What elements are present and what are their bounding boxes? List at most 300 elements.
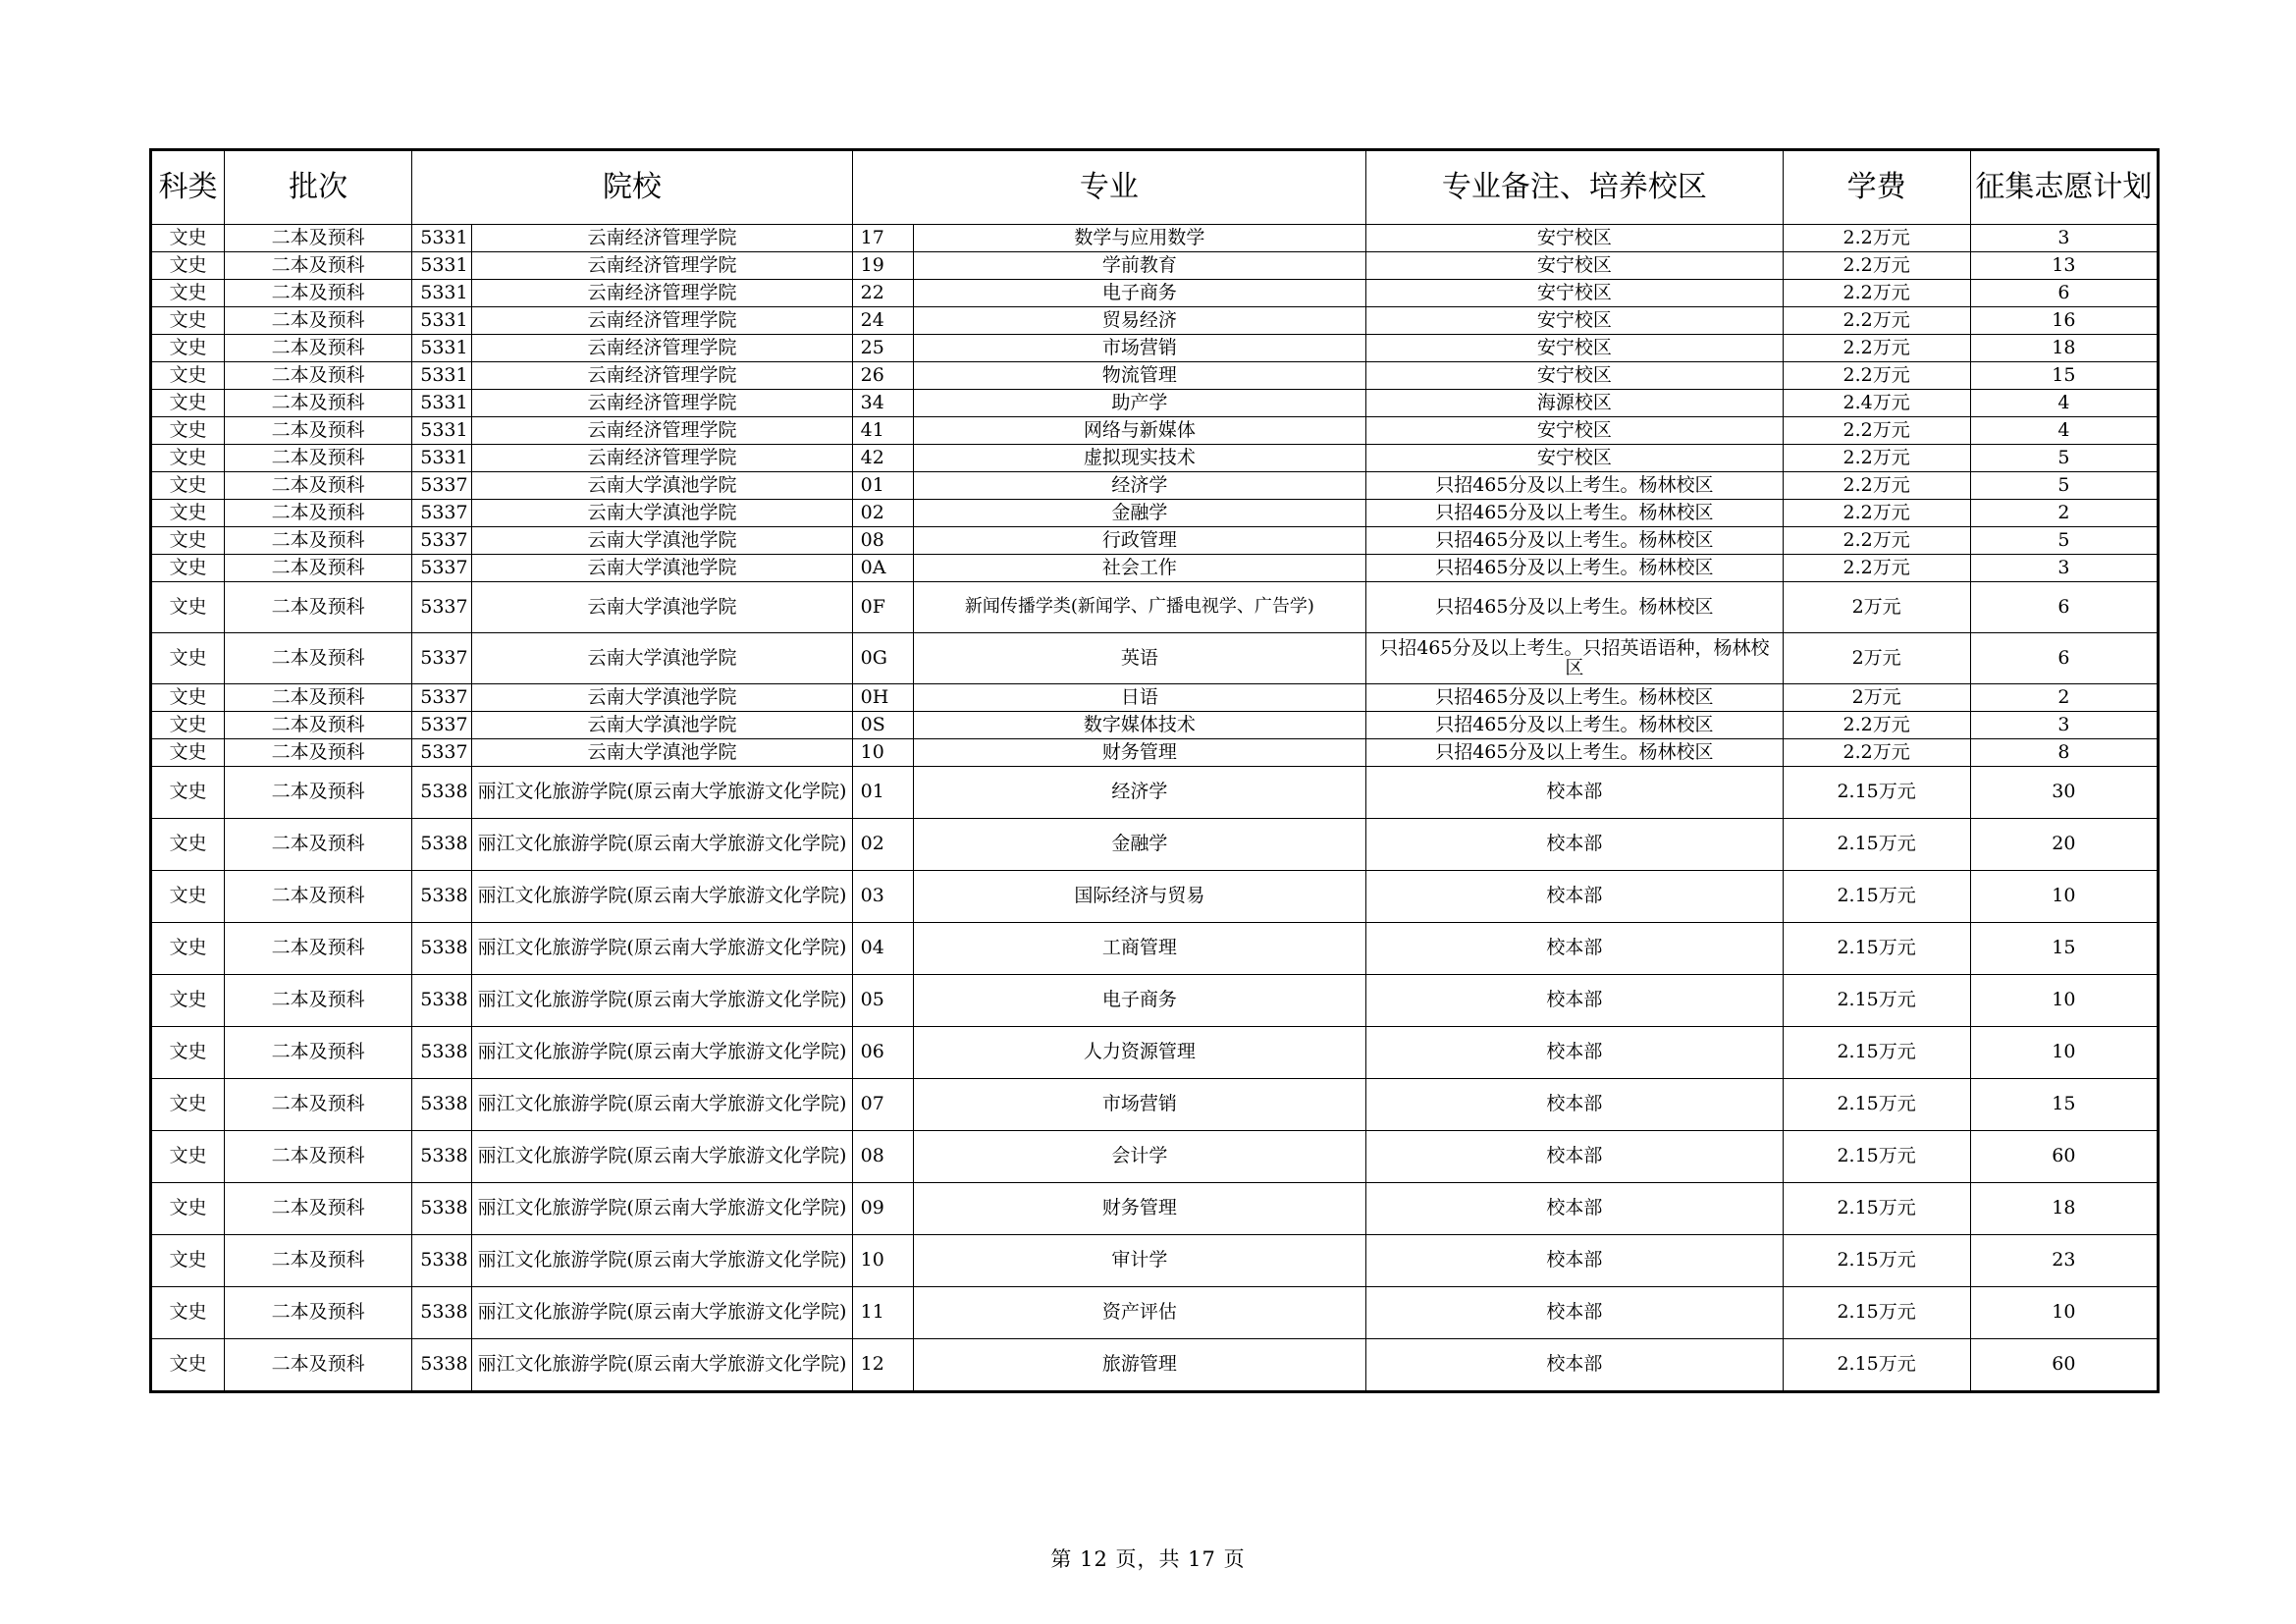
major-code-cell: 0G [852, 633, 913, 684]
tuition-cell: 2.15万元 [1783, 975, 1970, 1027]
school-code-cell: 5337 [412, 582, 472, 633]
major-notes-cell: 安宁校区 [1366, 280, 1783, 307]
major-name-cell: 市场营销 [913, 1079, 1365, 1131]
table-row [151, 923, 2159, 975]
category-cell: 文史 [151, 307, 225, 335]
table-row [151, 307, 2159, 335]
table-header-row [151, 150, 2159, 225]
major-notes-cell: 安宁校区 [1366, 225, 1783, 252]
school-code-cell: 5338 [412, 819, 472, 871]
major-name-cell: 人力资源管理 [913, 1027, 1365, 1079]
major-code-cell: 08 [852, 1131, 913, 1183]
plan-count-cell: 60 [1970, 1131, 2158, 1183]
school-code-cell: 5331 [412, 252, 472, 280]
school-name-cell: 云南大学滇池学院 [472, 555, 852, 582]
major-notes-cell: 安宁校区 [1366, 335, 1783, 362]
category-cell: 文史 [151, 390, 225, 417]
major-notes-cell: 只招465分及以上考生。杨林校区 [1366, 555, 1783, 582]
plan-count-cell: 4 [1970, 417, 2158, 445]
major-notes-cell: 校本部 [1366, 1131, 1783, 1183]
table-row [151, 362, 2159, 390]
tuition-cell: 2.2万元 [1783, 362, 1970, 390]
plan-count-cell: 3 [1970, 712, 2158, 739]
major-name-cell: 国际经济与贸易 [913, 871, 1365, 923]
admission-plan-table [149, 148, 2160, 1393]
major-name-cell: 金融学 [913, 819, 1365, 871]
major-notes-cell: 校本部 [1366, 767, 1783, 819]
table-row [151, 712, 2159, 739]
school-name-cell: 云南大学滇池学院 [472, 712, 852, 739]
school-name-cell: 丽江文化旅游学院(原云南大学旅游文化学院) [472, 1339, 852, 1392]
batch-cell: 二本及预科 [225, 362, 412, 390]
major-name-cell: 学前教育 [913, 252, 1365, 280]
table-row [151, 1027, 2159, 1079]
header-major: 专业 [852, 150, 1365, 225]
table-row [151, 767, 2159, 819]
tuition-cell: 2.2万元 [1783, 500, 1970, 527]
plan-count-cell: 5 [1970, 472, 2158, 500]
plan-count-cell: 5 [1970, 445, 2158, 472]
major-code-cell: 02 [852, 819, 913, 871]
plan-count-cell: 20 [1970, 819, 2158, 871]
tuition-cell: 2.2万元 [1783, 225, 1970, 252]
school-name-cell: 云南经济管理学院 [472, 417, 852, 445]
major-notes-cell: 安宁校区 [1366, 362, 1783, 390]
batch-cell: 二本及预科 [225, 390, 412, 417]
tuition-cell: 2.15万元 [1783, 923, 1970, 975]
school-code-cell: 5338 [412, 1131, 472, 1183]
category-cell: 文史 [151, 767, 225, 819]
plan-count-cell: 6 [1970, 582, 2158, 633]
category-cell: 文史 [151, 1027, 225, 1079]
plan-count-cell: 10 [1970, 1027, 2158, 1079]
table-row [151, 527, 2159, 555]
plan-count-cell: 3 [1970, 225, 2158, 252]
school-name-cell: 丽江文化旅游学院(原云南大学旅游文化学院) [472, 1131, 852, 1183]
major-name-cell: 财务管理 [913, 739, 1365, 767]
major-notes-cell: 校本部 [1366, 975, 1783, 1027]
plan-count-cell: 10 [1970, 975, 2158, 1027]
major-name-cell: 电子商务 [913, 280, 1365, 307]
batch-cell: 二本及预科 [225, 871, 412, 923]
major-notes-cell: 只招465分及以上考生。只招英语语种，杨林校区 [1366, 633, 1783, 684]
school-code-cell: 5338 [412, 975, 472, 1027]
major-name-cell: 物流管理 [913, 362, 1365, 390]
tuition-cell: 2.2万元 [1783, 417, 1970, 445]
category-cell: 文史 [151, 633, 225, 684]
plan-count-cell: 60 [1970, 1339, 2158, 1392]
table-row [151, 335, 2159, 362]
category-cell: 文史 [151, 923, 225, 975]
major-name-cell: 贸易经济 [913, 307, 1365, 335]
batch-cell: 二本及预科 [225, 819, 412, 871]
school-name-cell: 丽江文化旅游学院(原云南大学旅游文化学院) [472, 975, 852, 1027]
tuition-cell: 2.2万元 [1783, 445, 1970, 472]
category-cell: 文史 [151, 712, 225, 739]
batch-cell: 二本及预科 [225, 975, 412, 1027]
tuition-cell: 2万元 [1783, 633, 1970, 684]
tuition-cell: 2.15万元 [1783, 1235, 1970, 1287]
tuition-cell: 2.15万元 [1783, 1079, 1970, 1131]
category-cell: 文史 [151, 225, 225, 252]
category-cell: 文史 [151, 555, 225, 582]
batch-cell: 二本及预科 [225, 527, 412, 555]
school-name-cell: 云南经济管理学院 [472, 225, 852, 252]
major-name-cell: 市场营销 [913, 335, 1365, 362]
school-name-cell: 丽江文化旅游学院(原云南大学旅游文化学院) [472, 1079, 852, 1131]
major-notes-cell: 只招465分及以上考生。杨林校区 [1366, 712, 1783, 739]
school-code-cell: 5338 [412, 1235, 472, 1287]
table-row [151, 472, 2159, 500]
plan-count-cell: 13 [1970, 252, 2158, 280]
major-notes-cell: 只招465分及以上考生。杨林校区 [1366, 472, 1783, 500]
school-name-cell: 云南大学滇池学院 [472, 582, 852, 633]
major-name-cell: 行政管理 [913, 527, 1365, 555]
table-row [151, 555, 2159, 582]
school-name-cell: 丽江文化旅游学院(原云南大学旅游文化学院) [472, 871, 852, 923]
major-name-cell: 数字媒体技术 [913, 712, 1365, 739]
category-cell: 文史 [151, 527, 225, 555]
category-cell: 文史 [151, 417, 225, 445]
major-name-cell: 旅游管理 [913, 1339, 1365, 1392]
school-code-cell: 5331 [412, 335, 472, 362]
table-row [151, 225, 2159, 252]
school-code-cell: 5337 [412, 500, 472, 527]
school-code-cell: 5331 [412, 307, 472, 335]
category-cell: 文史 [151, 280, 225, 307]
table-row [151, 445, 2159, 472]
school-name-cell: 云南经济管理学院 [472, 445, 852, 472]
major-code-cell: 22 [852, 280, 913, 307]
table-row [151, 819, 2159, 871]
major-notes-cell: 校本部 [1366, 1079, 1783, 1131]
category-cell: 文史 [151, 684, 225, 712]
major-name-cell: 资产评估 [913, 1287, 1365, 1339]
table-row [151, 417, 2159, 445]
batch-cell: 二本及预科 [225, 633, 412, 684]
school-code-cell: 5331 [412, 280, 472, 307]
school-name-cell: 云南大学滇池学院 [472, 527, 852, 555]
plan-count-cell: 5 [1970, 527, 2158, 555]
major-code-cell: 01 [852, 472, 913, 500]
school-code-cell: 5337 [412, 633, 472, 684]
major-name-cell: 网络与新媒体 [913, 417, 1365, 445]
category-cell: 文史 [151, 1339, 225, 1392]
header-school: 院校 [412, 150, 852, 225]
plan-count-cell: 15 [1970, 362, 2158, 390]
school-name-cell: 云南大学滇池学院 [472, 500, 852, 527]
school-code-cell: 5331 [412, 445, 472, 472]
major-notes-cell: 海源校区 [1366, 390, 1783, 417]
major-code-cell: 41 [852, 417, 913, 445]
major-notes-cell: 校本部 [1366, 923, 1783, 975]
category-cell: 文史 [151, 362, 225, 390]
major-code-cell: 0S [852, 712, 913, 739]
page-footer: 第 12 页，共 17 页 [1050, 1547, 1246, 1571]
plan-count-cell: 6 [1970, 633, 2158, 684]
tuition-cell: 2.2万元 [1783, 280, 1970, 307]
category-cell: 文史 [151, 1287, 225, 1339]
category-cell: 文史 [151, 472, 225, 500]
batch-cell: 二本及预科 [225, 1027, 412, 1079]
school-name-cell: 云南大学滇池学院 [472, 739, 852, 767]
tuition-cell: 2.15万元 [1783, 871, 1970, 923]
plan-count-cell: 2 [1970, 500, 2158, 527]
school-name-cell: 云南经济管理学院 [472, 280, 852, 307]
plan-count-cell: 18 [1970, 1183, 2158, 1235]
major-code-cell: 42 [852, 445, 913, 472]
major-code-cell: 26 [852, 362, 913, 390]
table-row [151, 871, 2159, 923]
school-name-cell: 云南大学滇池学院 [472, 633, 852, 684]
category-cell: 文史 [151, 1079, 225, 1131]
school-name-cell: 云南经济管理学院 [472, 390, 852, 417]
table-row [151, 1287, 2159, 1339]
table-row [151, 1131, 2159, 1183]
major-name-cell: 经济学 [913, 472, 1365, 500]
school-code-cell: 5338 [412, 923, 472, 975]
category-cell: 文史 [151, 1183, 225, 1235]
table-row [151, 252, 2159, 280]
major-name-cell: 金融学 [913, 500, 1365, 527]
batch-cell: 二本及预科 [225, 225, 412, 252]
tuition-cell: 2.15万元 [1783, 1027, 1970, 1079]
school-name-cell: 云南经济管理学院 [472, 362, 852, 390]
school-code-cell: 5338 [412, 1339, 472, 1392]
major-notes-cell: 只招465分及以上考生。杨林校区 [1366, 500, 1783, 527]
major-name-cell: 审计学 [913, 1235, 1365, 1287]
category-cell: 文史 [151, 819, 225, 871]
major-name-cell: 数学与应用数学 [913, 225, 1365, 252]
major-notes-cell: 校本部 [1366, 1183, 1783, 1235]
school-code-cell: 5337 [412, 739, 472, 767]
major-code-cell: 06 [852, 1027, 913, 1079]
school-code-cell: 5338 [412, 1079, 472, 1131]
major-code-cell: 17 [852, 225, 913, 252]
school-code-cell: 5337 [412, 555, 472, 582]
tuition-cell: 2.15万元 [1783, 819, 1970, 871]
school-name-cell: 丽江文化旅游学院(原云南大学旅游文化学院) [472, 1027, 852, 1079]
school-name-cell: 丽江文化旅游学院(原云南大学旅游文化学院) [472, 767, 852, 819]
major-name-cell: 会计学 [913, 1131, 1365, 1183]
major-notes-cell: 安宁校区 [1366, 307, 1783, 335]
batch-cell: 二本及预科 [225, 1131, 412, 1183]
batch-cell: 二本及预科 [225, 582, 412, 633]
batch-cell: 二本及预科 [225, 684, 412, 712]
plan-count-cell: 18 [1970, 335, 2158, 362]
table-row [151, 975, 2159, 1027]
tuition-cell: 2.2万元 [1783, 472, 1970, 500]
table-row [151, 1235, 2159, 1287]
batch-cell: 二本及预科 [225, 1287, 412, 1339]
major-notes-cell: 只招465分及以上考生。杨林校区 [1366, 684, 1783, 712]
category-cell: 文史 [151, 335, 225, 362]
major-notes-cell: 校本部 [1366, 1027, 1783, 1079]
major-notes-cell: 校本部 [1366, 1287, 1783, 1339]
table-row [151, 633, 2159, 684]
school-code-cell: 5338 [412, 1183, 472, 1235]
school-name-cell: 云南大学滇池学院 [472, 472, 852, 500]
header-batch: 批次 [225, 150, 412, 225]
header-plan: 征集志愿计划 [1970, 150, 2158, 225]
plan-count-cell: 30 [1970, 767, 2158, 819]
major-notes-cell: 校本部 [1366, 1235, 1783, 1287]
major-name-cell: 经济学 [913, 767, 1365, 819]
major-name-cell: 虚拟现实技术 [913, 445, 1365, 472]
table-row [151, 390, 2159, 417]
table-row [151, 582, 2159, 633]
major-notes-cell: 只招465分及以上考生。杨林校区 [1366, 527, 1783, 555]
major-notes-cell: 只招465分及以上考生。杨林校区 [1366, 582, 1783, 633]
major-name-cell: 英语 [913, 633, 1365, 684]
major-notes-cell: 安宁校区 [1366, 252, 1783, 280]
major-notes-cell: 校本部 [1366, 819, 1783, 871]
major-code-cell: 03 [852, 871, 913, 923]
major-name-cell: 日语 [913, 684, 1365, 712]
tuition-cell: 2.4万元 [1783, 390, 1970, 417]
school-code-cell: 5331 [412, 390, 472, 417]
major-code-cell: 11 [852, 1287, 913, 1339]
school-code-cell: 5337 [412, 712, 472, 739]
school-name-cell: 丽江文化旅游学院(原云南大学旅游文化学院) [472, 819, 852, 871]
tuition-cell: 2.2万元 [1783, 307, 1970, 335]
plan-count-cell: 8 [1970, 739, 2158, 767]
table-row [151, 739, 2159, 767]
tuition-cell: 2.15万元 [1783, 1339, 1970, 1392]
school-name-cell: 丽江文化旅游学院(原云南大学旅游文化学院) [472, 1287, 852, 1339]
batch-cell: 二本及预科 [225, 1235, 412, 1287]
major-notes-cell: 校本部 [1366, 1339, 1783, 1392]
category-cell: 文史 [151, 871, 225, 923]
tuition-cell: 2.15万元 [1783, 767, 1970, 819]
major-name-cell: 社会工作 [913, 555, 1365, 582]
major-notes-cell: 安宁校区 [1366, 417, 1783, 445]
major-notes-cell: 安宁校区 [1366, 445, 1783, 472]
category-cell: 文史 [151, 1235, 225, 1287]
major-code-cell: 04 [852, 923, 913, 975]
category-cell: 文史 [151, 252, 225, 280]
major-code-cell: 01 [852, 767, 913, 819]
major-code-cell: 0F [852, 582, 913, 633]
plan-count-cell: 16 [1970, 307, 2158, 335]
category-cell: 文史 [151, 445, 225, 472]
school-code-cell: 5331 [412, 362, 472, 390]
batch-cell: 二本及预科 [225, 1339, 412, 1392]
school-name-cell: 丽江文化旅游学院(原云南大学旅游文化学院) [472, 1235, 852, 1287]
category-cell: 文史 [151, 500, 225, 527]
major-code-cell: 09 [852, 1183, 913, 1235]
tuition-cell: 2.15万元 [1783, 1131, 1970, 1183]
major-code-cell: 05 [852, 975, 913, 1027]
major-code-cell: 19 [852, 252, 913, 280]
major-code-cell: 0A [852, 555, 913, 582]
major-code-cell: 08 [852, 527, 913, 555]
plan-count-cell: 4 [1970, 390, 2158, 417]
school-name-cell: 丽江文化旅游学院(原云南大学旅游文化学院) [472, 1183, 852, 1235]
table-row [151, 1183, 2159, 1235]
header-tuition: 学费 [1783, 150, 1970, 225]
major-code-cell: 34 [852, 390, 913, 417]
school-name-cell: 云南经济管理学院 [472, 252, 852, 280]
school-code-cell: 5331 [412, 225, 472, 252]
major-code-cell: 12 [852, 1339, 913, 1392]
tuition-cell: 2.15万元 [1783, 1287, 1970, 1339]
school-code-cell: 5338 [412, 871, 472, 923]
batch-cell: 二本及预科 [225, 307, 412, 335]
plan-count-cell: 15 [1970, 923, 2158, 975]
major-name-cell: 工商管理 [913, 923, 1365, 975]
table-row [151, 1079, 2159, 1131]
table-row [151, 684, 2159, 712]
batch-cell: 二本及预科 [225, 280, 412, 307]
batch-cell: 二本及预科 [225, 335, 412, 362]
batch-cell: 二本及预科 [225, 739, 412, 767]
tuition-cell: 2.2万元 [1783, 712, 1970, 739]
category-cell: 文史 [151, 975, 225, 1027]
school-code-cell: 5338 [412, 767, 472, 819]
batch-cell: 二本及预科 [225, 1079, 412, 1131]
school-code-cell: 5337 [412, 684, 472, 712]
table-row [151, 500, 2159, 527]
batch-cell: 二本及预科 [225, 555, 412, 582]
table-row [151, 1339, 2159, 1392]
major-code-cell: 02 [852, 500, 913, 527]
major-code-cell: 07 [852, 1079, 913, 1131]
header-category: 科类 [151, 150, 225, 225]
school-code-cell: 5338 [412, 1027, 472, 1079]
tuition-cell: 2万元 [1783, 582, 1970, 633]
major-name-cell: 助产学 [913, 390, 1365, 417]
batch-cell: 二本及预科 [225, 445, 412, 472]
batch-cell: 二本及预科 [225, 472, 412, 500]
batch-cell: 二本及预科 [225, 1183, 412, 1235]
major-code-cell: 25 [852, 335, 913, 362]
major-code-cell: 0H [852, 684, 913, 712]
major-notes-cell: 只招465分及以上考生。杨林校区 [1366, 739, 1783, 767]
batch-cell: 二本及预科 [225, 500, 412, 527]
school-name-cell: 云南大学滇池学院 [472, 684, 852, 712]
major-name-cell: 新闻传播学类(新闻学、广播电视学、广告学) [913, 582, 1365, 633]
table-row [151, 280, 2159, 307]
major-name-cell: 电子商务 [913, 975, 1365, 1027]
batch-cell: 二本及预科 [225, 252, 412, 280]
header-major-notes: 专业备注、培养校区 [1366, 150, 1783, 225]
plan-count-cell: 10 [1970, 1287, 2158, 1339]
tuition-cell: 2.2万元 [1783, 555, 1970, 582]
school-code-cell: 5331 [412, 417, 472, 445]
major-notes-cell: 校本部 [1366, 871, 1783, 923]
tuition-cell: 2.2万元 [1783, 252, 1970, 280]
batch-cell: 二本及预科 [225, 417, 412, 445]
plan-count-cell: 6 [1970, 280, 2158, 307]
school-name-cell: 云南经济管理学院 [472, 335, 852, 362]
school-code-cell: 5338 [412, 1287, 472, 1339]
major-code-cell: 10 [852, 1235, 913, 1287]
plan-count-cell: 15 [1970, 1079, 2158, 1131]
school-name-cell: 丽江文化旅游学院(原云南大学旅游文化学院) [472, 923, 852, 975]
category-cell: 文史 [151, 582, 225, 633]
major-code-cell: 10 [852, 739, 913, 767]
tuition-cell: 2.2万元 [1783, 527, 1970, 555]
category-cell: 文史 [151, 739, 225, 767]
tuition-cell: 2.15万元 [1783, 1183, 1970, 1235]
school-name-cell: 云南经济管理学院 [472, 307, 852, 335]
major-code-cell: 24 [852, 307, 913, 335]
table-body [151, 225, 2159, 1392]
tuition-cell: 2.2万元 [1783, 739, 1970, 767]
batch-cell: 二本及预科 [225, 767, 412, 819]
batch-cell: 二本及预科 [225, 923, 412, 975]
